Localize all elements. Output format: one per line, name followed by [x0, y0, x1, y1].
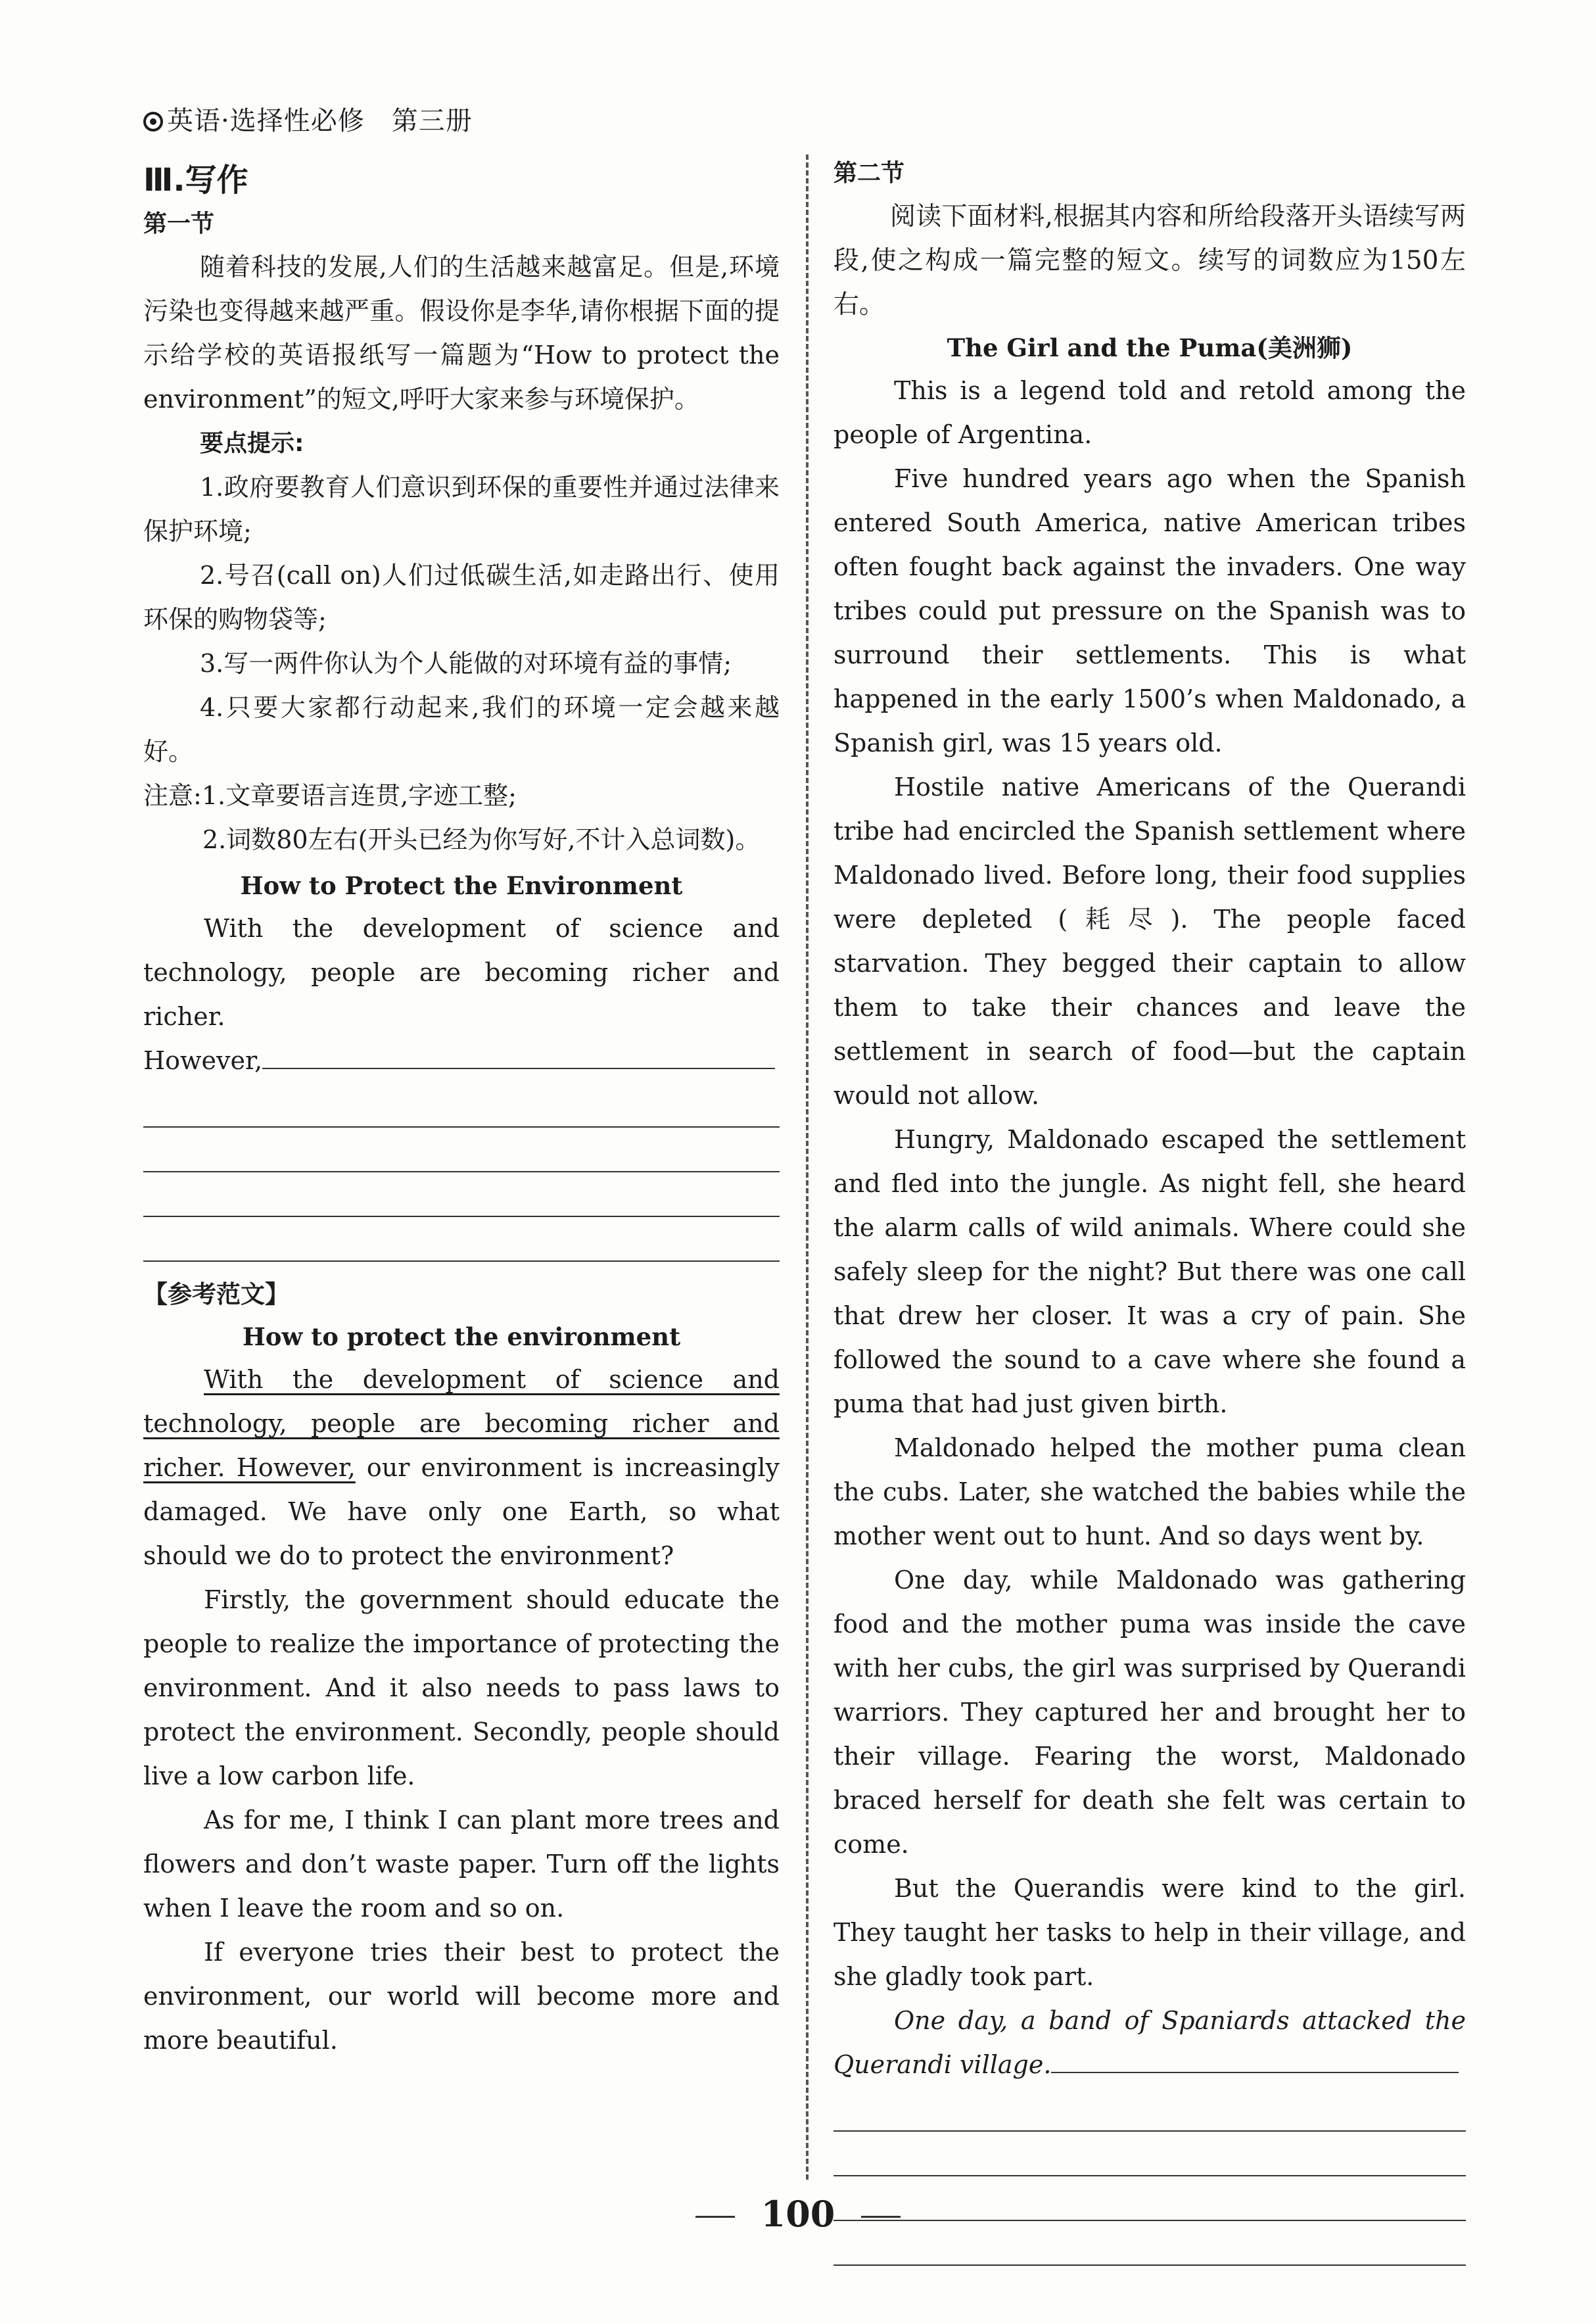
tip-item: 1.政府要教育人们意识到环保的重要性并通过法律来保护环境; [143, 473, 780, 546]
right-column [833, 155, 1466, 2266]
story-title: The Girl and the Puma(美洲狮) [947, 333, 1353, 362]
reference-title: How to protect the environment [242, 1322, 681, 1351]
tips-title: 要点提示: [200, 430, 304, 457]
continuation-instructions: 阅读下面材料,根据其内容和所给段落开头语续写两段,使之构成一篇完整的短文。续写的词数应为150左右。 [833, 202, 1466, 320]
reference-paragraph: If everyone tries their best to protect the environment, our world will become more and more beautiful. [143, 1938, 780, 2055]
story-paragraph: Five hundred years ago when the Spanish entered South America, native American tribes often fought back against the invaders. One way tribes could put pressure on the Spanish was to surround their settlements. This is what happened in the early 1500’s when Maldonado, a Spanish girl, was 15 years old. [833, 464, 1466, 757]
tip-item: 4.只要大家都行动起来,我们的环境一定会越来越好。 [143, 693, 780, 766]
story-paragraph: Maldonado helped the mother puma clean the cubs. Later, she watched the babies while the mother went out to hunt. And so days went by. [833, 1433, 1466, 1550]
essay-however-line [143, 1039, 780, 1083]
part2-title: 第二节 [833, 160, 905, 187]
story-paragraph: But the Querandis were kind to the girl. They taught her tasks to help in their village, and she gladly took part. [833, 1874, 1466, 1991]
note-item: 1.文章要语言连贯,字迹工整; [201, 781, 517, 810]
answer-line[interactable] [143, 1217, 780, 1262]
essay-start: With the development of science and technology, people are becoming richer and richer. [143, 914, 780, 1031]
reference-paragraph: Firstly, the government should educate the people to realize the importance of protecting the environment. And it also needs to pass laws to protect the environment. Secondly, people should live a low carbon life. [143, 1585, 780, 1790]
tip-item: 3.写一两件你认为个人能做的对环境有益的事情; [200, 649, 732, 678]
note-item: 2.词数80左右(开头已经为你写好,不计入总词数)。 [202, 825, 761, 854]
reference-text: our environment is increasingly damaged. We have only one Earth, so what should we do to protect the environment? [143, 1453, 780, 1570]
essay-title: How to Protect the Environment [240, 871, 683, 900]
page-header [143, 100, 473, 137]
left-column [143, 155, 780, 2063]
dash-right [861, 2216, 901, 2218]
book-title: 英语·选择性必修 第三册 [167, 106, 473, 136]
answer-line[interactable] [833, 2132, 1466, 2176]
story-paragraph: Hostile native Americans of the Querandi tribe had encircled the Spanish settlement where Maldonado lived. Before long, their food supplies were depleted (耗尽). The people faced starvation. They begged their captain to allow them to take their chances and leave the settlement in search of food—but the captain would not allow. [833, 773, 1466, 1110]
continuation-line [833, 1999, 1466, 2087]
reference-paragraph: As for me, I think I can plant more trees and flowers and don’t waste paper. Turn off the lights when I leave the room and so on. [143, 1806, 780, 1923]
however-label: However, [143, 1046, 263, 1075]
dash-left [695, 2216, 735, 2218]
part1-title: 第一节 [143, 210, 215, 237]
section-title: Ⅲ.写作 [143, 162, 248, 199]
story-paragraph: Hungry, Maldonado escaped the settlement and fled into the jungle. As night fell, she heard the alarm calls of wild animals. Where could she safely sleep for the night? But there was one call that drew her closer. It was a cry of pain. She followed the sound to a cave where she found a puma that had just given birth. [833, 1125, 1466, 1418]
bullet-icon [143, 112, 163, 132]
story-paragraph: One day, while Maldonado was gathering food and the mother puma was inside the cave with her cubs, the girl was surprised by Querandi warriors. They captured her and brought her to their village. Fearing the worst, Maldonado braced herself for death she felt was certain to come. [833, 1566, 1466, 1859]
answer-blank[interactable] [262, 1044, 775, 1069]
page-number [0, 2193, 1596, 2235]
answer-line[interactable] [833, 2087, 1466, 2132]
continuation-start: One day, a band of Spaniards attacked the Querandi village. [833, 2006, 1466, 2079]
tip-item: 2.号召(call on)人们过低碳生活,如走路出行、使用环保的购物袋等; [143, 561, 780, 634]
reference-label: 【参考范文】 [143, 1280, 289, 1308]
reference-paragraph [143, 1358, 780, 1578]
answer-line[interactable] [143, 1083, 780, 1128]
notes-line [143, 774, 780, 818]
answer-line[interactable] [143, 1172, 780, 1217]
notes-label: 注意: [143, 781, 202, 810]
story-paragraph: This is a legend told and retold among the people of Argentina. [833, 376, 1466, 449]
answer-line[interactable] [143, 1128, 780, 1172]
writing-prompt: 随着科技的发展,人们的生活越来越富足。但是,环境污染也变得越来越严重。假设你是李华,请你根据下面的提示给学校的英语报纸写一篇题为“How to protect the environment”的短文,呼吁大家来参与环境保护。 [143, 252, 780, 414]
page-number-text: 100 [761, 2193, 835, 2235]
given-opening: With the development of science and technology, people are becoming richer and richer. However, [143, 1365, 780, 1482]
column-divider [806, 155, 809, 2180]
answer-blank[interactable] [1051, 2048, 1459, 2073]
